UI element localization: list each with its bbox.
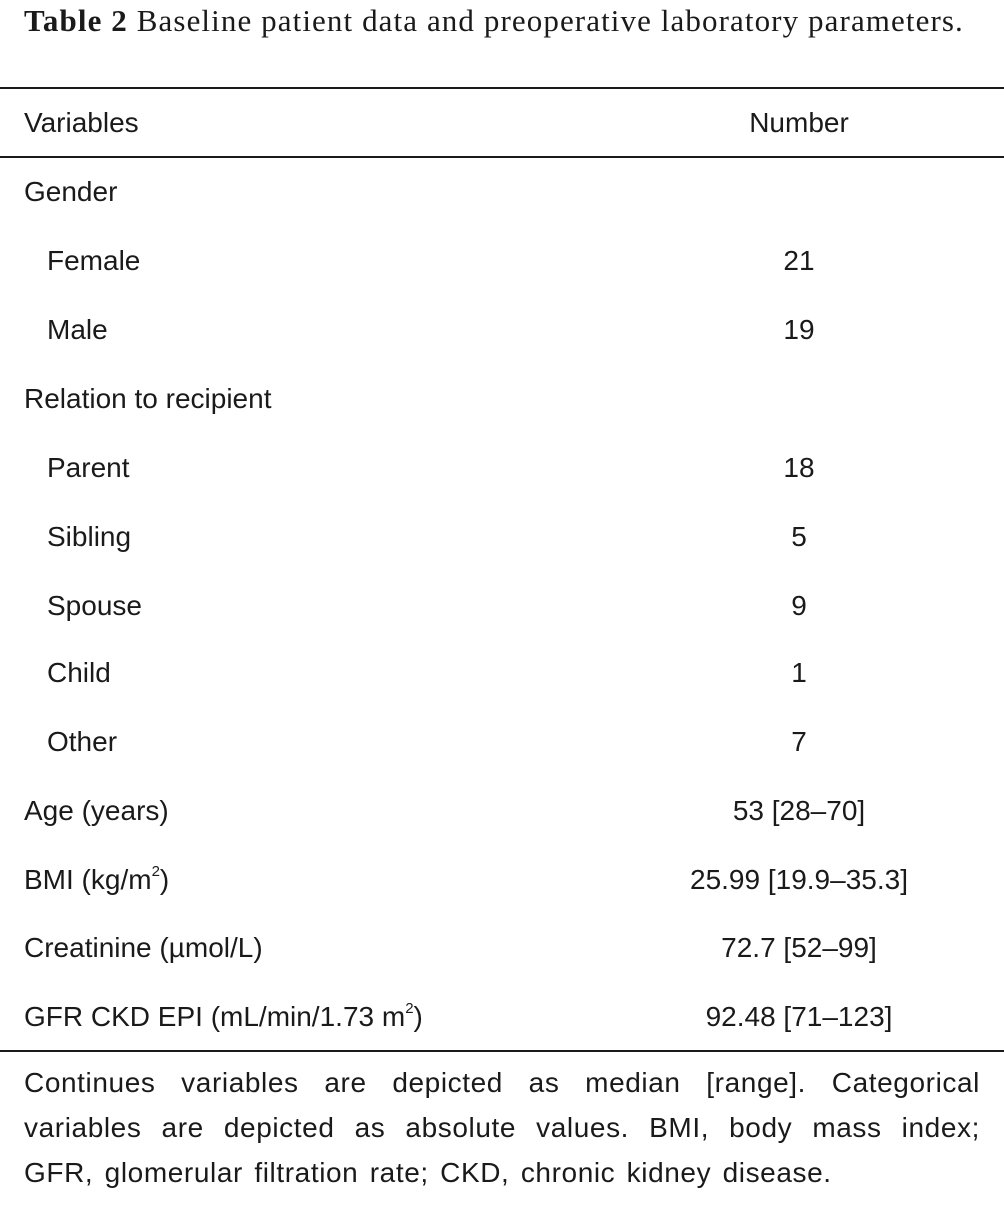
table-row-sibling (0, 502, 1004, 571)
table-row-female (0, 226, 1004, 295)
table-row-bmi (0, 845, 1004, 914)
row-label: Spouse (47, 590, 142, 621)
table-row-gfr (0, 982, 1004, 1051)
row-label: Female (47, 245, 141, 276)
row-label: Parent (47, 452, 130, 483)
table-row-relation (0, 364, 1004, 433)
row-label: Creatinine (µmol/L) (24, 932, 263, 963)
row-value: 18 (783, 452, 815, 483)
row-value: 19 (783, 314, 815, 345)
row-label: Male (47, 314, 108, 345)
table-row-gender (0, 157, 1004, 226)
table-row-parent (0, 433, 1004, 502)
row-value: 5 (791, 521, 807, 552)
row-label (24, 982, 423, 1051)
row-label-close: ) (413, 1001, 423, 1032)
header-variables: Variables (24, 107, 139, 138)
row-label (24, 845, 169, 914)
table-row-other (0, 707, 1004, 776)
row-value: 53 [28–70] (732, 795, 866, 826)
row-label-close: ) (159, 864, 170, 895)
row-label-superscript: 2 (151, 862, 160, 880)
table-row-child (0, 638, 1004, 707)
row-value: 25.99 [19.9–35.3] (690, 864, 908, 895)
table-header (0, 88, 1004, 157)
table-caption-text: Baseline patient data and preoperative laboratory parameters. (136, 3, 964, 38)
row-label: Gender (24, 176, 118, 207)
row-label-superscript: 2 (405, 999, 414, 1017)
row-value: 72.7 [52–99] (721, 932, 877, 963)
table-row-age (0, 776, 1004, 845)
table-row-male (0, 295, 1004, 364)
row-label: Other (47, 726, 118, 757)
table-caption-label: Table 2 (24, 3, 128, 38)
row-value: 1 (791, 657, 807, 688)
table-caption (24, 0, 980, 42)
row-label-text: BMI (kg/m (24, 864, 152, 895)
table-row-spouse (0, 571, 1004, 640)
row-label: Child (47, 657, 111, 688)
table-row-creatinine (0, 913, 1004, 982)
row-label: Age (years) (24, 795, 169, 826)
row-value: 21 (783, 245, 815, 276)
row-label-text: GFR CKD EPI (mL/min/1.73 m (24, 1001, 406, 1032)
header-number: Number (749, 107, 849, 138)
table-footnote: Continues variables are depicted as median [range]. Categorical variables are depicted as absolute values. BMI, body mass index; GFR, glomerular filtration rate; CKD, chronic kidney disease. (24, 1067, 980, 1188)
row-value: 92.48 [71–123] (705, 1001, 893, 1032)
row-value: 7 (791, 726, 807, 757)
table-bottom-rule (0, 1050, 1004, 1052)
row-label: Sibling (47, 521, 132, 552)
row-label: Relation to recipient (24, 383, 272, 414)
row-value: 9 (791, 590, 807, 621)
